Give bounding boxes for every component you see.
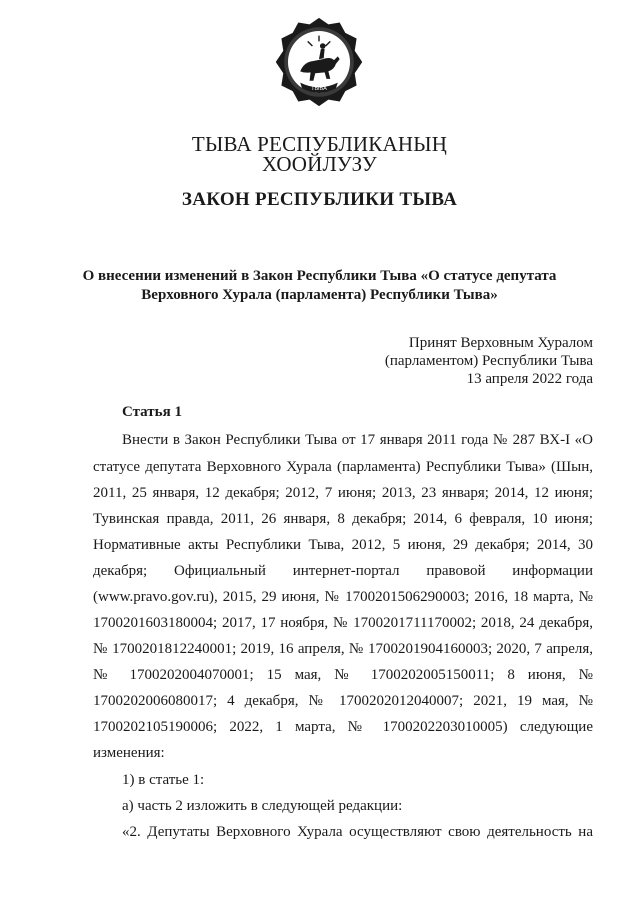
quote-start: «2. Депутаты Верховного Хурала осуществляют свою деятельность на [122,824,593,840]
adopted-line1: Принят Верховным Хуралом [408,335,593,351]
law-title: ЗАКОН РЕСПУБЛИКИ ТЫВА [181,189,458,210]
article-line: 2011, 25 января, 12 декабря; 2012, 7 июня; 2013, 23 января; 2014, 12 июня; [93,485,593,501]
article-line: Нормативные акты Республики Тыва, 2012, 5 июня, 29 декабря; 2014, 30 [93,537,593,553]
item-1: 1) в статье 1: [122,772,205,788]
article-line: № 1700202004070001; 15 мая, № 1700202005150011; 8 июня, № [93,667,593,683]
article-line: № 1700201812240001; 2019, 16 апреля, № 1700201904160003; 2020, 7 апреля, [93,641,593,657]
article-line: статусе депутата Верховного Хурала (парламента) Республики Тыва» (Шын, [93,459,593,475]
emblem-ribbon-text: ТЫВА [311,86,327,93]
coat-of-arms-emblem [272,15,366,109]
republic-name-line1: ТЫВА РЕСПУБЛИКАНЫҢ [191,132,448,156]
article-line: изменения: [93,745,165,761]
article-line: 1700201603180004; 2017, 17 ноября, № 1700201711170002; 2018, 24 декабря, [93,615,593,631]
article-line: (www.pravo.gov.ru), 2015, 29 июня, № 1700201506290003; 2016, 18 марта, № [93,589,593,605]
republic-name-line2: ХООЙЛУЗУ [262,152,377,176]
item-a: а) часть 2 изложить в следующей редакции: [122,798,403,814]
article-line: 1700202006080017; 4 декабря, № 1700202012040007; 2021, 19 мая, № [93,693,593,709]
article-heading: Статья 1 [122,404,182,420]
adopted-line3: 13 апреля 2022 года [466,371,593,387]
article-line: Тувинская правда, 2011, 26 января, 8 декабря; 2014, 6 февраля, 10 июня; [93,511,593,527]
article-line: Внести в Закон Республики Тыва от 17 января 2011 года № 287 ВХ-I «О [122,432,593,448]
article-line: 1700202105190006; 2022, 1 марта, № 1700202203010005) следующие [93,719,593,735]
article-line: декабря; Официальный интернет-портал правовой информации [93,563,593,579]
adopted-line2: (парламентом) Республики Тыва [384,353,593,369]
subject-line2: Верховного Хурала (парламента) Республики Тыва» [141,287,498,303]
subject-line1: О внесении изменений в Закон Республики Тыва «О статусе депутата [82,268,557,284]
